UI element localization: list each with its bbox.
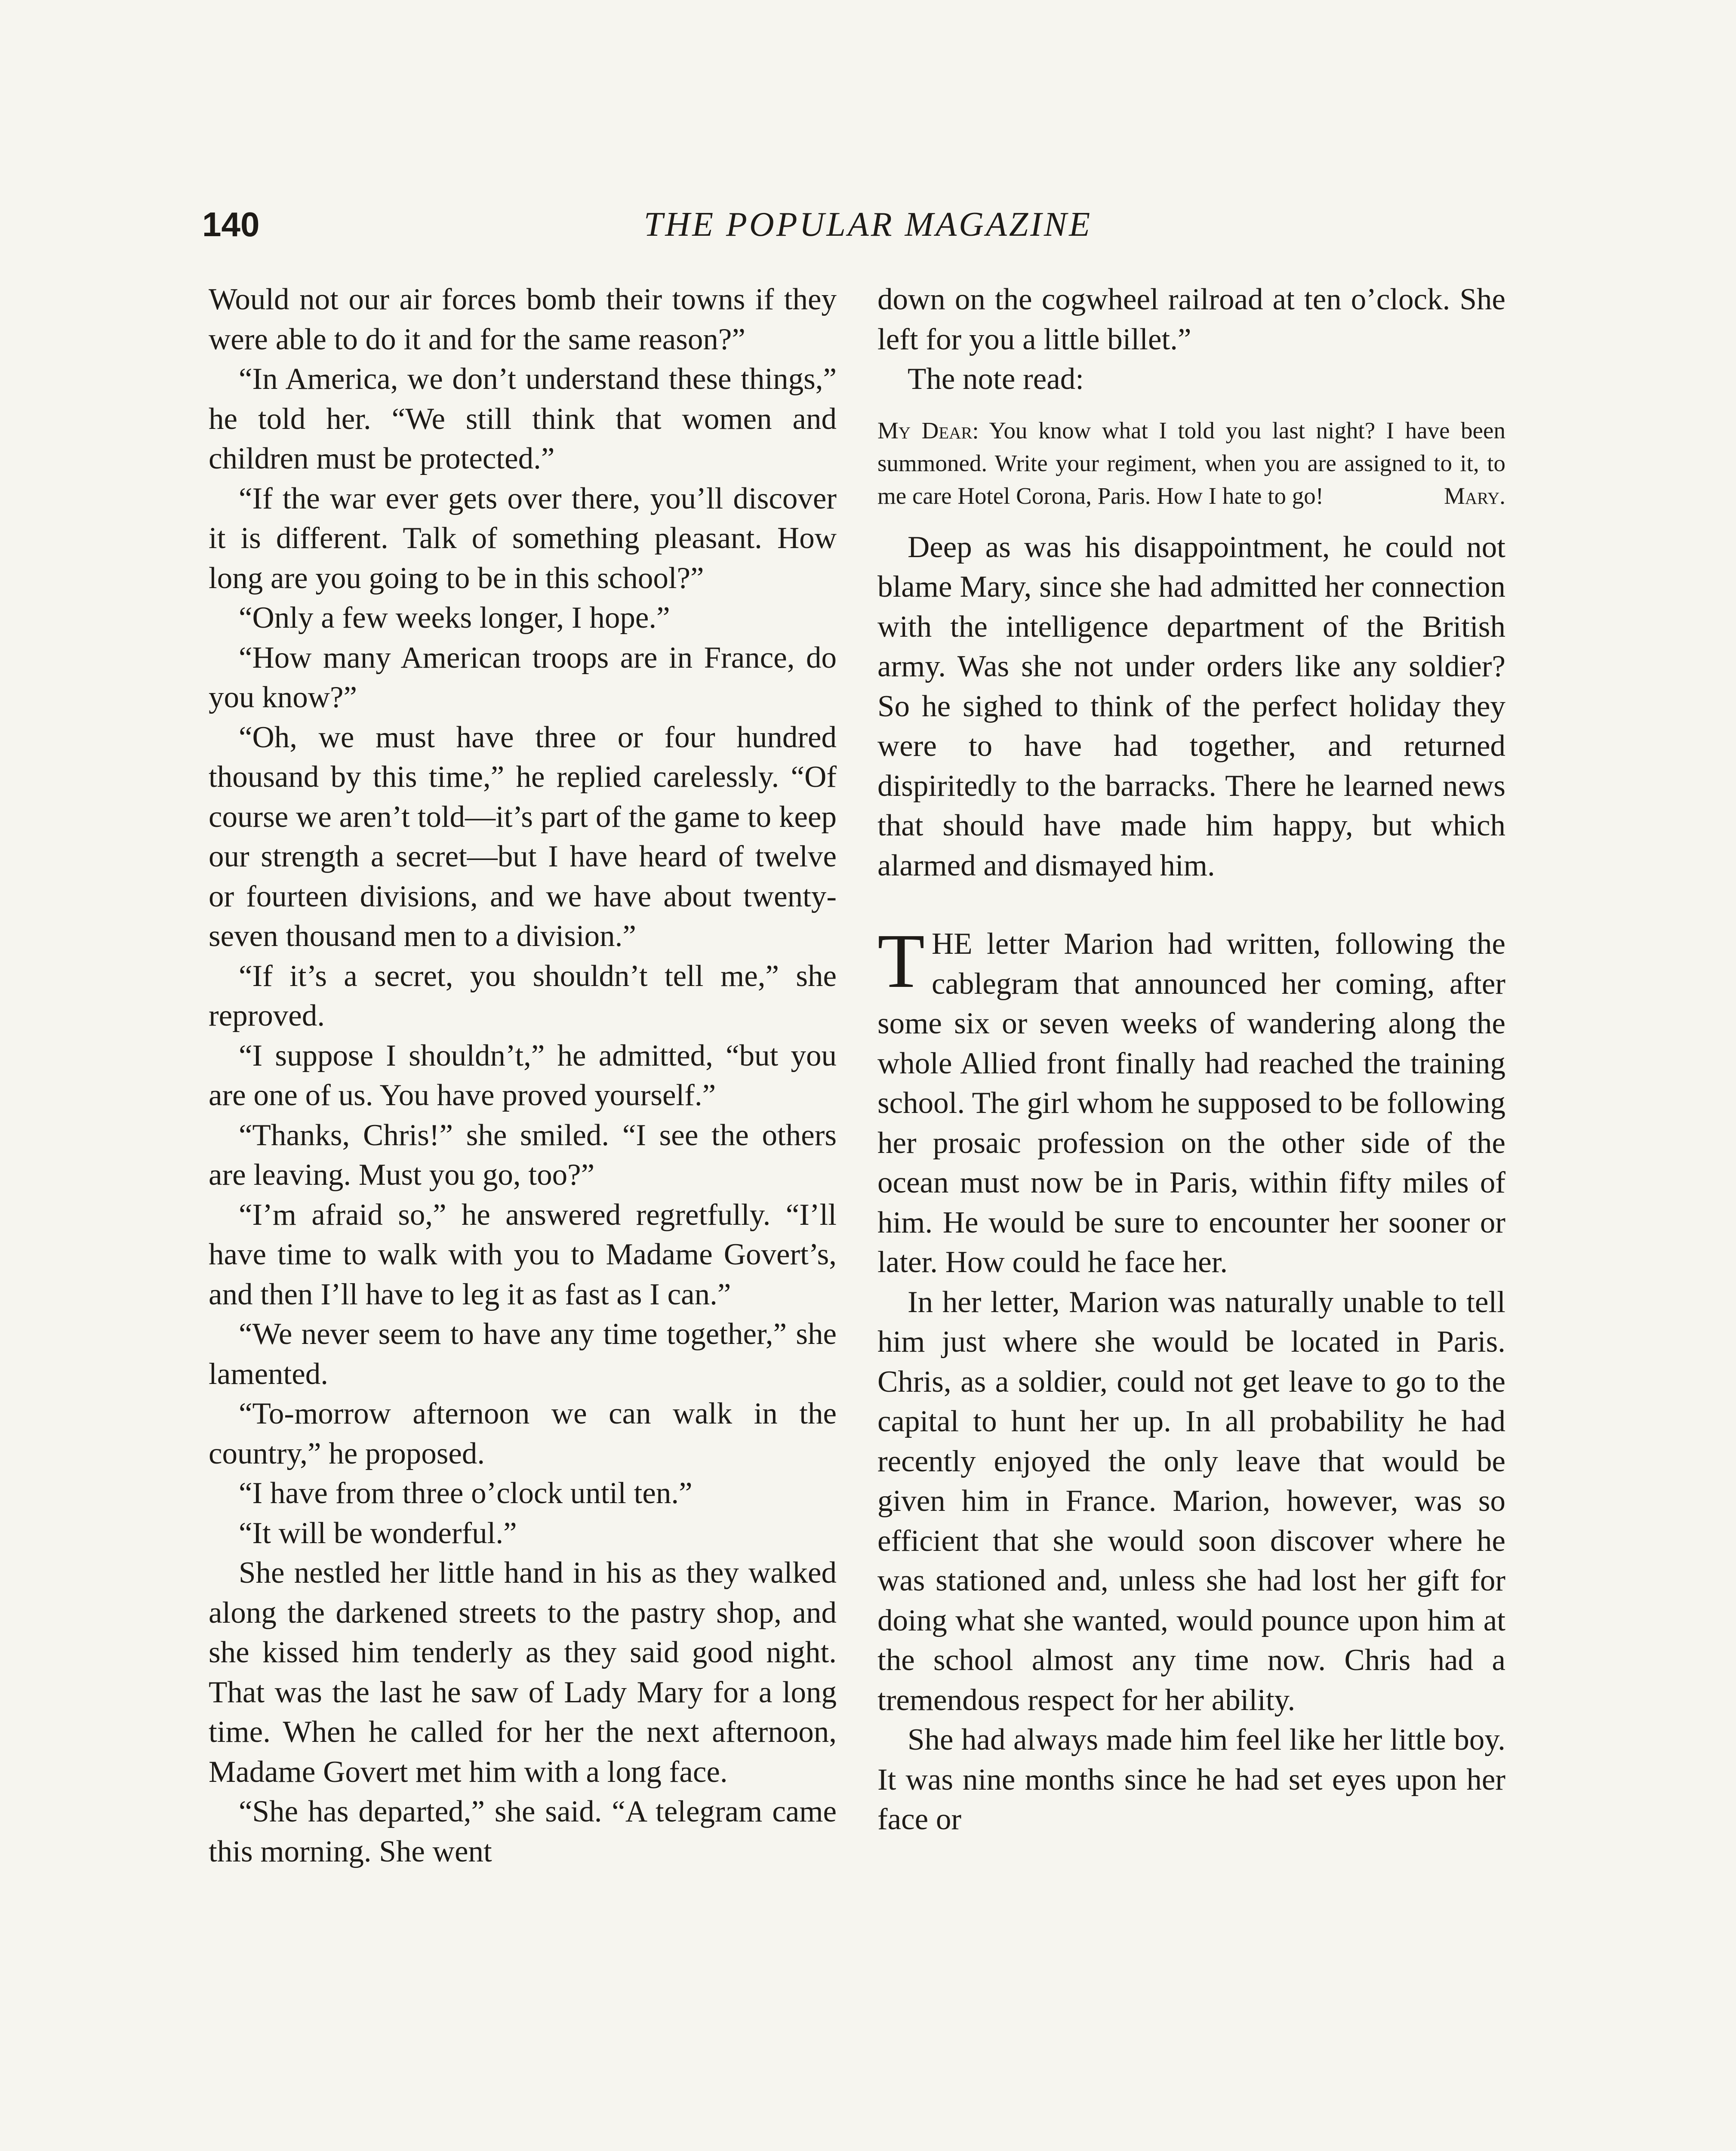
paragraph: “It will be wonderful.” <box>239 1516 517 1550</box>
paragraph: “I have from three o’clock until ten.” <box>239 1476 693 1510</box>
drop-cap: T <box>877 918 925 1004</box>
paragraph: “She has departed,” she said. “A telegram came this morning. She went <box>209 1795 837 1868</box>
paragraph: “To-morrow afternoon we can walk in the country,” he proposed. <box>209 1397 837 1470</box>
paragraph: She had always made him feel like her little boy. It was nine months since he had set eyes upon her face or <box>877 1723 1505 1836</box>
section-opening-text: HE letter Marion had written, following the cablegram that announced her coming, after some six or seven weeks of wandering along the whole Allied front finally had reached the training school. The girl whom he supposed to be following her prosaic profession on the other side of the ocean must now be in Paris, within fifty miles of him. He would be sure to encounter her sooner or later. How could he face her. <box>877 927 1505 1279</box>
section-opening-paragraph <box>877 918 1505 1282</box>
paragraph: “How many American troops are in France, do you know?” <box>209 641 837 714</box>
paragraph: She nestled her little hand in his as they walked along the darkened streets to the pastry shop, and she kissed him tenderly as they said good night. That was the last he saw of Lady Mary for a long time. When he called for her the next afternoon, Madame Govert met him with a long face. <box>209 1556 837 1789</box>
paragraph: Deep as was his disappointment, he could not blame Mary, since she had admitted her connection with the intelligence department of the British army. Was she not under orders like any soldier? So he sighed to think of the perfect holiday they were to have had together, and returned dispiritedly to the barracks. There he learned news that should have made him happy, but which alarmed and dismayed him. <box>877 530 1505 882</box>
paragraph: “I suppose I shouldn’t,” he admitted, “but you are one of us. You have proved yourself.” <box>209 1039 837 1112</box>
left-column <box>209 280 837 1871</box>
paragraph: “If the war ever gets over there, you’ll discover it is different. Talk of something pleasant. How long are you going to be in this school?” <box>209 481 837 595</box>
paragraph: “If it’s a secret, you shouldn’t tell me,” she reproved. <box>209 959 837 1032</box>
paragraph: “I’m afraid so,” he answered regretfully. “I’ll have time to walk with you to Madame Govert’s, and then I’ll have to leg it as fast as I can.” <box>209 1198 837 1311</box>
note-body: You know what I told you last night? I have been summoned. Write your regiment, when you are assigned to it, to me care Hotel Corona, Paris. How I hate to go! <box>877 417 1505 509</box>
paragraph: “Oh, we must have three or four hundred thousand by this time,” he replied carelessly. “Of course we aren’t told—it’s part of the game to keep our strength a secret—but I have heard of twelve or fourteen divisions, and we have about twenty-seven thousand men to a division.” <box>209 720 837 953</box>
paragraph: “We never seem to have any time together,” she lamented. <box>209 1317 837 1391</box>
paragraph: “Thanks, Chris!” she smiled. “I see the others are leaving. Must you go, too?” <box>209 1118 837 1192</box>
section-break <box>877 885 1505 924</box>
page-number: 140 <box>202 205 260 243</box>
paragraph: In her letter, Marion was naturally unable to tell him just where she would be located in Paris. Chris, as a soldier, could not get leave to go to the capital to hunt her up. In all probability he had recently enjoyed the only leave that would be given him in France. Marion, however, was so efficient that she would soon discover where he was stationed and, unless she had lost her gift for doing what she wanted, would pounce upon him at the school almost any time now. Chris had a tremendous respect for her ability. <box>877 1285 1505 1717</box>
note-signature: Mary. <box>1444 482 1505 509</box>
note-salutation: My Dear: <box>877 417 979 444</box>
paragraph: “In America, we don’t understand these things,” he told her. “We still think that women and children must be protected.” <box>209 362 837 475</box>
paragraph: Would not our air forces bomb their towns if they were able to do it and for the same reason?” <box>209 283 837 356</box>
note-text <box>877 414 1505 512</box>
paragraph: “Only a few weeks longer, I hope.” <box>239 601 670 635</box>
right-column <box>877 280 1505 1840</box>
running-head: THE POPULAR MAGAZINE <box>643 206 1093 243</box>
paragraph: The note read: <box>908 362 1084 396</box>
paragraph: down on the cogwheel railroad at ten o’clock. She left for you a little billet.” <box>877 283 1505 356</box>
